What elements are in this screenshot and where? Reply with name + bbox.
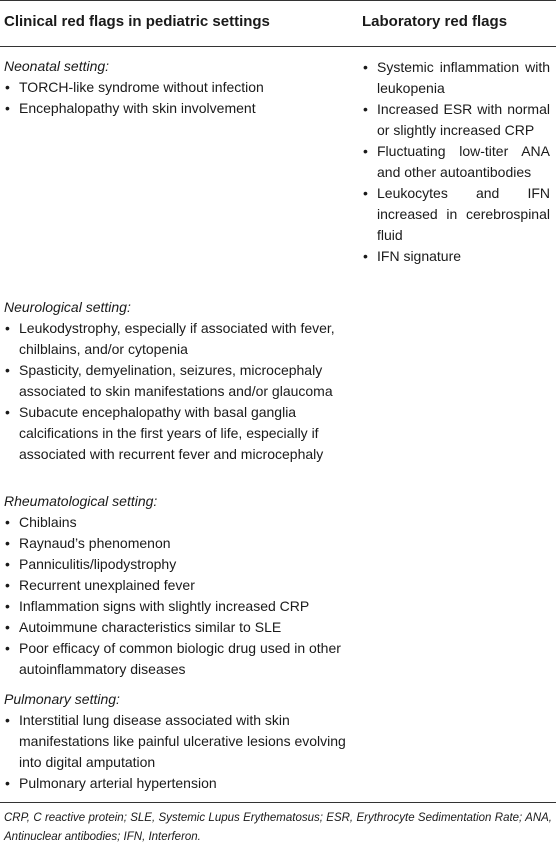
neurological-list	[4, 318, 350, 465]
neonatal-list	[4, 77, 350, 119]
pulmonary-list	[4, 710, 350, 794]
list-item: • Leukodystrophy, especially if associated with fever, chilblains, and/or cytopenia	[4, 318, 350, 360]
neurological-section	[4, 297, 350, 465]
list-item: • Subacute encephalopathy with basal ganglia calcifications in the first years of life, especially if associated with recurrent fever and microcephaly	[4, 402, 350, 465]
list-item: • Raynaud’s phenomenon	[4, 533, 350, 554]
list-item: • Poor efficacy of common biologic drug used in other autoinflammatory diseases	[4, 638, 350, 680]
laboratory-section	[362, 56, 550, 267]
rheumatological-list	[4, 512, 350, 680]
laboratory-list	[362, 57, 550, 267]
section-title: Neonatal setting:	[4, 58, 110, 74]
list-item: • Leukocytes and IFN increased in cerebrospinal fluid	[362, 183, 550, 246]
list-item: • Systemic inflammation with leukopenia	[362, 57, 550, 99]
list-item: • Encephalopathy with skin involvement	[4, 98, 350, 119]
section-title: Pulmonary setting:	[4, 691, 120, 707]
section-title: Neurological setting:	[4, 299, 131, 315]
list-item: • Autoimmune characteristics similar to SLE	[4, 617, 350, 638]
list-item: • Recurrent unexplained fever	[4, 575, 350, 596]
laboratory-column-header: Laboratory red flags	[362, 13, 508, 30]
neonatal-section	[4, 56, 350, 119]
list-item: • Increased ESR with normal or slightly increased CRP	[362, 99, 550, 141]
rheumatological-section	[4, 491, 350, 680]
list-item: • IFN signature	[362, 246, 550, 267]
table-footnote: CRP, C reactive protein; SLE, Systemic Lupus Erythematosus; ESR, Erythrocyte Sedimentation Rate; ANA, Antinuclear antibodies; IFN, Interferon.	[4, 812, 552, 843]
bottom-rule	[0, 802, 556, 803]
list-item: • Spasticity, demyelination, seizures, microcephaly associated to skin manifestations and/or glaucoma	[4, 360, 350, 402]
list-item: • Interstitial lung disease associated with skin manifestations like painful ulcerative lesions evolving into digital amputation	[4, 710, 350, 773]
list-item: • Chiblains	[4, 512, 350, 533]
list-item: • TORCH-like syndrome without infection	[4, 77, 350, 98]
top-rule	[0, 0, 556, 1]
clinical-column-header: Clinical red flags in pediatric settings	[4, 13, 270, 30]
pulmonary-section	[4, 689, 350, 794]
section-title: Rheumatological setting:	[4, 493, 158, 509]
list-item: • Fluctuating low-titer ANA and other autoantibodies	[362, 141, 550, 183]
list-item: • Pulmonary arterial hypertension	[4, 773, 350, 794]
list-item: • Inflammation signs with slightly increased CRP	[4, 596, 350, 617]
header-rule	[0, 46, 556, 47]
list-item: • Panniculitis/lipodystrophy	[4, 554, 350, 575]
